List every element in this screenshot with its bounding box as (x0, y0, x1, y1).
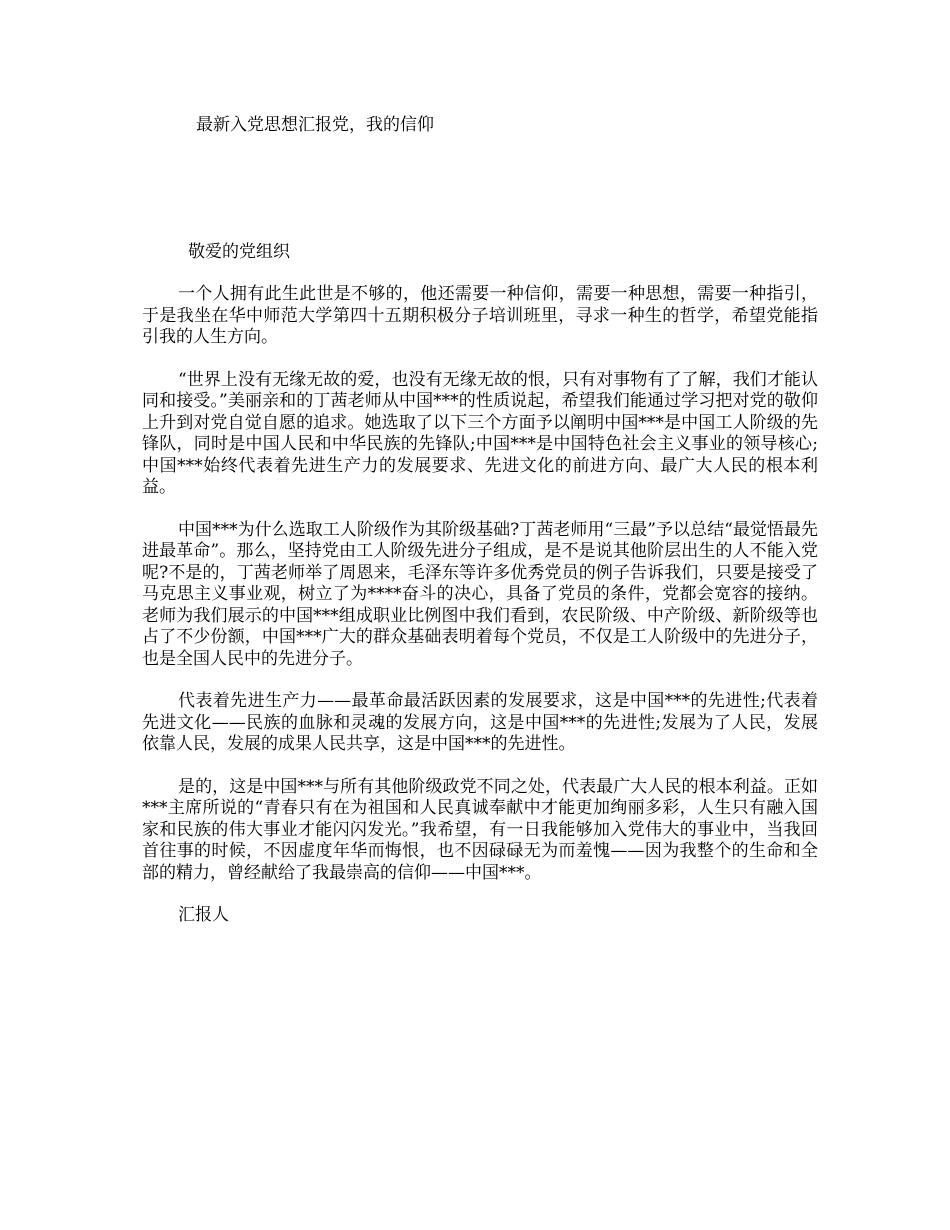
document-title: 最新入党思想汇报党，我的信仰 (196, 115, 434, 135)
paragraph-4: 代表着先进生产力——最革命最活跃因素的发展要求，这是中国***的先进性;代表着先进文化——民族的血脉和灵魂的发展方向，这是中国***的先进性;发展为了人民，发展依靠人民，发展的成果人民共享，这是中国***的先进性。 (142, 691, 818, 754)
salutation: 敬爱的党组织 (188, 242, 290, 262)
paragraph-5: 是的，这是中国***与所有其他阶级政党不同之处，代表最广大人民的根本利益。正如***主席所说的“青春只有在为祖国和人民真诚奉献中才能更加绚丽多彩，人生只有融入国家和民族的伟大事业才能闪闪发光。”我希望，有一日我能够加入党伟大的事业中，当我回首往事的时候，不因虚度年华而悔恨，也不因碌碌无为而羞愧——因为我整个的生命和全部的精力，曾经献给了我最崇高的信仰——中国***。 (142, 776, 818, 883)
paragraph-3: 中国***为什么选取工人阶级作为其阶级基础?丁茜老师用“三最”予以总结“最觉悟最先进最革命”。那么，坚持党由工人阶级先进分子组成，是不是说其他阶层出生的人不能入党呢?不是的，丁茜老师举了周恩来，毛泽东等许多优秀党员的例子告诉我们，只要是接受了马克思主义事业观，树立了为****奋斗的决心，具备了党员的条件，党都会宽容的接纳。老师为我们展示的中国***组成职业比例图中我们看到，农民阶级、中产阶级、新阶级等也占了不少份额，中国***广大的群众基础表明着每个党员，不仅是工人阶级中的先进分子，也是全国人民中的先进分子。 (142, 519, 818, 669)
signature-label: 汇报人 (178, 905, 229, 925)
paragraph-2: “世界上没有无缘无故的爱，也没有无缘无故的恨，只有对事物有了了解，我们才能认同和接受。”美丽亲和的丁茜老师从中国***的性质说起，希望我们能通过学习把对党的敬仰上升到对党自觉自愿的追求。她选取了以下三个方面予以阐明中国***是中国工人阶级的先锋队，同时是中国人民和中华民族的先锋队;中国***是中国特色社会主义事业的领导核心;中国***始终代表着先进生产力的发展要求、先进文化的前进方向、最广大人民的根本利益。 (142, 369, 818, 497)
document-body (142, 284, 818, 927)
paragraph-1: 一个人拥有此生此世是不够的，他还需要一种信仰，需要一种思想，需要一种指引，于是我坐在华中师范大学第四十五期积极分子培训班里，寻求一种生的哲学，希望党能指引我的人生方向。 (142, 284, 818, 347)
